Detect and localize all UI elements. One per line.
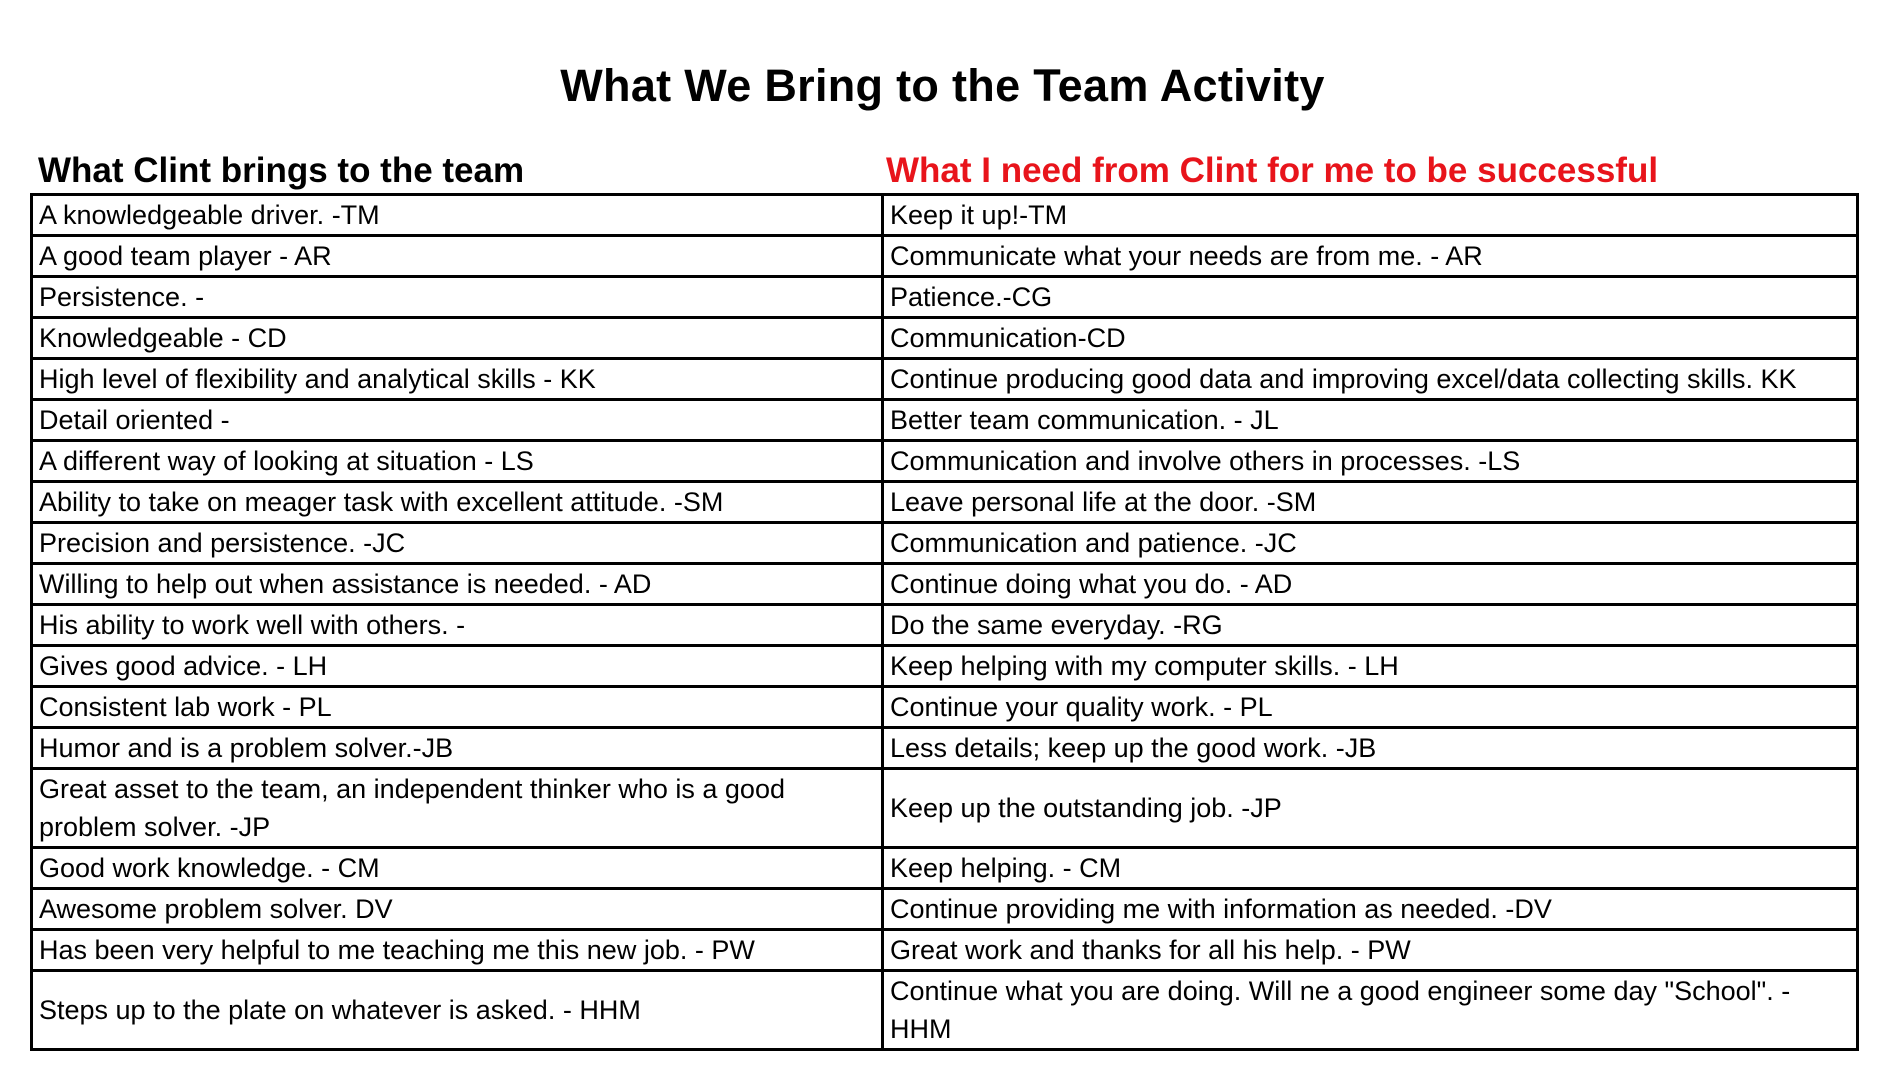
table-row — [32, 930, 1858, 971]
needs-cell: Continue doing what you do. - AD — [883, 564, 1858, 605]
brings-cell: High level of flexibility and analytical skills - KK — [32, 359, 883, 400]
needs-cell: Keep it up!-TM — [883, 195, 1858, 236]
table-row — [32, 236, 1858, 277]
brings-cell: Knowledgeable - CD — [32, 318, 883, 359]
needs-cell: Communicate what your needs are from me. - AR — [883, 236, 1858, 277]
table-row — [32, 523, 1858, 564]
column-header-needs: What I need from Clint for me to be successful — [886, 151, 1659, 190]
brings-cell: Persistence. - — [32, 277, 883, 318]
brings-cell: Awesome problem solver. DV — [32, 889, 883, 930]
brings-cell: Ability to take on meager task with excellent attitude. -SM — [32, 482, 883, 523]
brings-cell: Willing to help out when assistance is needed. - AD — [32, 564, 883, 605]
table-row — [32, 848, 1858, 889]
needs-cell: Continue providing me with information as needed. -DV — [883, 889, 1858, 930]
team-feedback-table — [30, 193, 1859, 1051]
brings-cell: A different way of looking at situation - LS — [32, 441, 883, 482]
table-row — [32, 646, 1858, 687]
needs-cell: Better team communication. - JL — [883, 400, 1858, 441]
table-row — [32, 971, 1858, 1050]
brings-cell: Great asset to the team, an independent thinker who is a good problem solver. -JP — [32, 769, 883, 848]
table-row — [32, 687, 1858, 728]
needs-cell: Continue producing good data and improving excel/data collecting skills. KK — [883, 359, 1858, 400]
needs-cell: Keep helping with my computer skills. - LH — [883, 646, 1858, 687]
table-row — [32, 728, 1858, 769]
brings-cell: His ability to work well with others. - — [32, 605, 883, 646]
table-row — [32, 318, 1858, 359]
page-title: What We Bring to the Team Activity — [560, 60, 1325, 111]
needs-cell: Keep helping. - CM — [883, 848, 1858, 889]
table-row — [32, 564, 1858, 605]
table-row — [32, 441, 1858, 482]
table-row — [32, 400, 1858, 441]
needs-cell: Do the same everyday. -RG — [883, 605, 1858, 646]
brings-cell: Precision and persistence. -JC — [32, 523, 883, 564]
needs-cell: Communication-CD — [883, 318, 1858, 359]
needs-cell: Patience.-CG — [883, 277, 1858, 318]
brings-cell: Gives good advice. - LH — [32, 646, 883, 687]
brings-cell: Humor and is a problem solver.-JB — [32, 728, 883, 769]
table-row — [32, 277, 1858, 318]
needs-cell: Continue your quality work. - PL — [883, 687, 1858, 728]
table-row — [32, 482, 1858, 523]
brings-cell: Consistent lab work - PL — [32, 687, 883, 728]
table-row — [32, 359, 1858, 400]
brings-cell: A good team player - AR — [32, 236, 883, 277]
needs-cell: Keep up the outstanding job. -JP — [883, 769, 1858, 848]
needs-cell: Communication and patience. -JC — [883, 523, 1858, 564]
needs-cell: Leave personal life at the door. -SM — [883, 482, 1858, 523]
brings-cell: Detail oriented - — [32, 400, 883, 441]
column-header-brings: What Clint brings to the team — [38, 151, 525, 190]
needs-cell: Less details; keep up the good work. -JB — [883, 728, 1858, 769]
brings-cell: Good work knowledge. - CM — [32, 848, 883, 889]
table-row — [32, 769, 1858, 848]
table-row — [32, 889, 1858, 930]
needs-cell: Great work and thanks for all his help. - PW — [883, 930, 1858, 971]
table-row — [32, 195, 1858, 236]
brings-cell: A knowledgeable driver. -TM — [32, 195, 883, 236]
brings-cell: Has been very helpful to me teaching me this new job. - PW — [32, 930, 883, 971]
needs-cell: Continue what you are doing. Will ne a good engineer some day "School". - HHM — [883, 971, 1858, 1050]
needs-cell: Communication and involve others in processes. -LS — [883, 441, 1858, 482]
table-row — [32, 605, 1858, 646]
table-body — [32, 195, 1858, 1050]
brings-cell: Steps up to the plate on whatever is asked. - HHM — [32, 971, 883, 1050]
